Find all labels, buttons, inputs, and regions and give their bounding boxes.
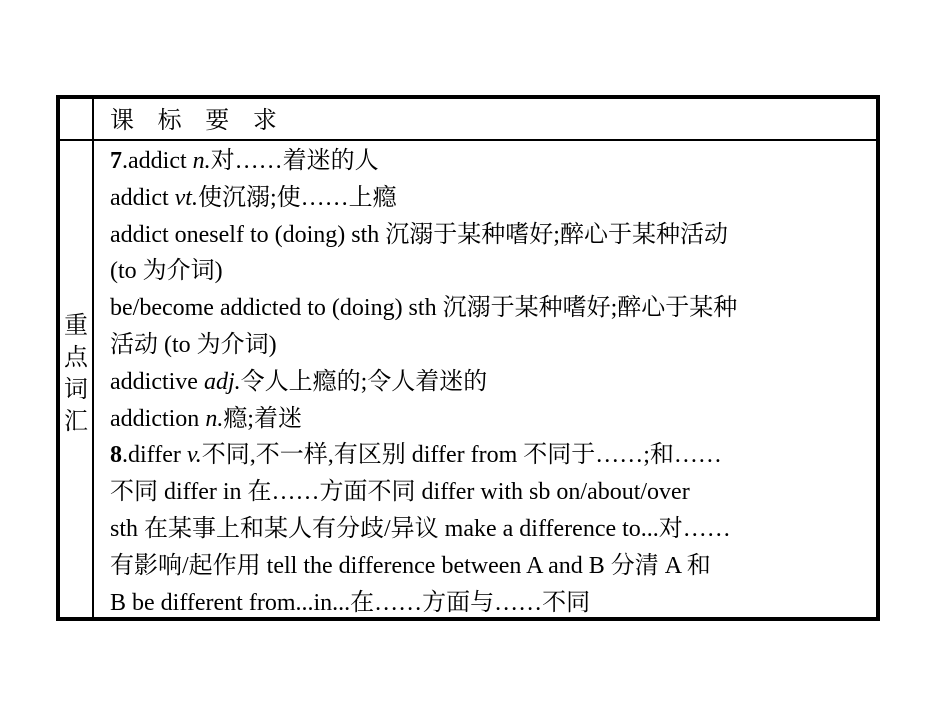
line-5: be/become addicted to (doing) sth 沉溺于某种嗜好;醉心于某种 <box>110 295 738 322</box>
table-header: 课 标 要 求 <box>110 106 285 134</box>
line-6: 活动 (to 为介词) <box>110 331 277 358</box>
vocabulary-table <box>56 95 880 621</box>
line-1: 7.addict n.对……着迷的人 <box>110 148 379 174</box>
line-4: (to 为介词) <box>110 258 223 285</box>
line-7: addictive adj.令人上瘾的;令人着迷的 <box>110 368 488 395</box>
line-10: 不同 differ in 在……方面不同 differ with sb on/about/over <box>110 479 690 506</box>
side-label: 重点词汇 <box>64 311 88 435</box>
line-8: addiction n.瘾;着迷 <box>110 405 302 432</box>
line-12: 有影响/起作用 tell the difference between A and B 分清 A 和 <box>110 552 711 579</box>
header-divider <box>60 139 876 141</box>
line-2: addict vt.使沉溺;使……上瘾 <box>110 184 397 211</box>
line-11: sth 在某事上和某人有分歧/异议 make a difference to...对…… <box>110 515 731 542</box>
line-9: 8.differ v.不同,不一样,有区别 differ from 不同于……;和…… <box>110 442 722 469</box>
column-divider <box>92 99 94 617</box>
line-13: B be different from...in...在……方面与……不同 <box>110 589 591 616</box>
content-area <box>110 143 878 621</box>
line-3: addict oneself to (doing) sth 沉溺于某种嗜好;醉心于某种活动 <box>110 221 728 248</box>
